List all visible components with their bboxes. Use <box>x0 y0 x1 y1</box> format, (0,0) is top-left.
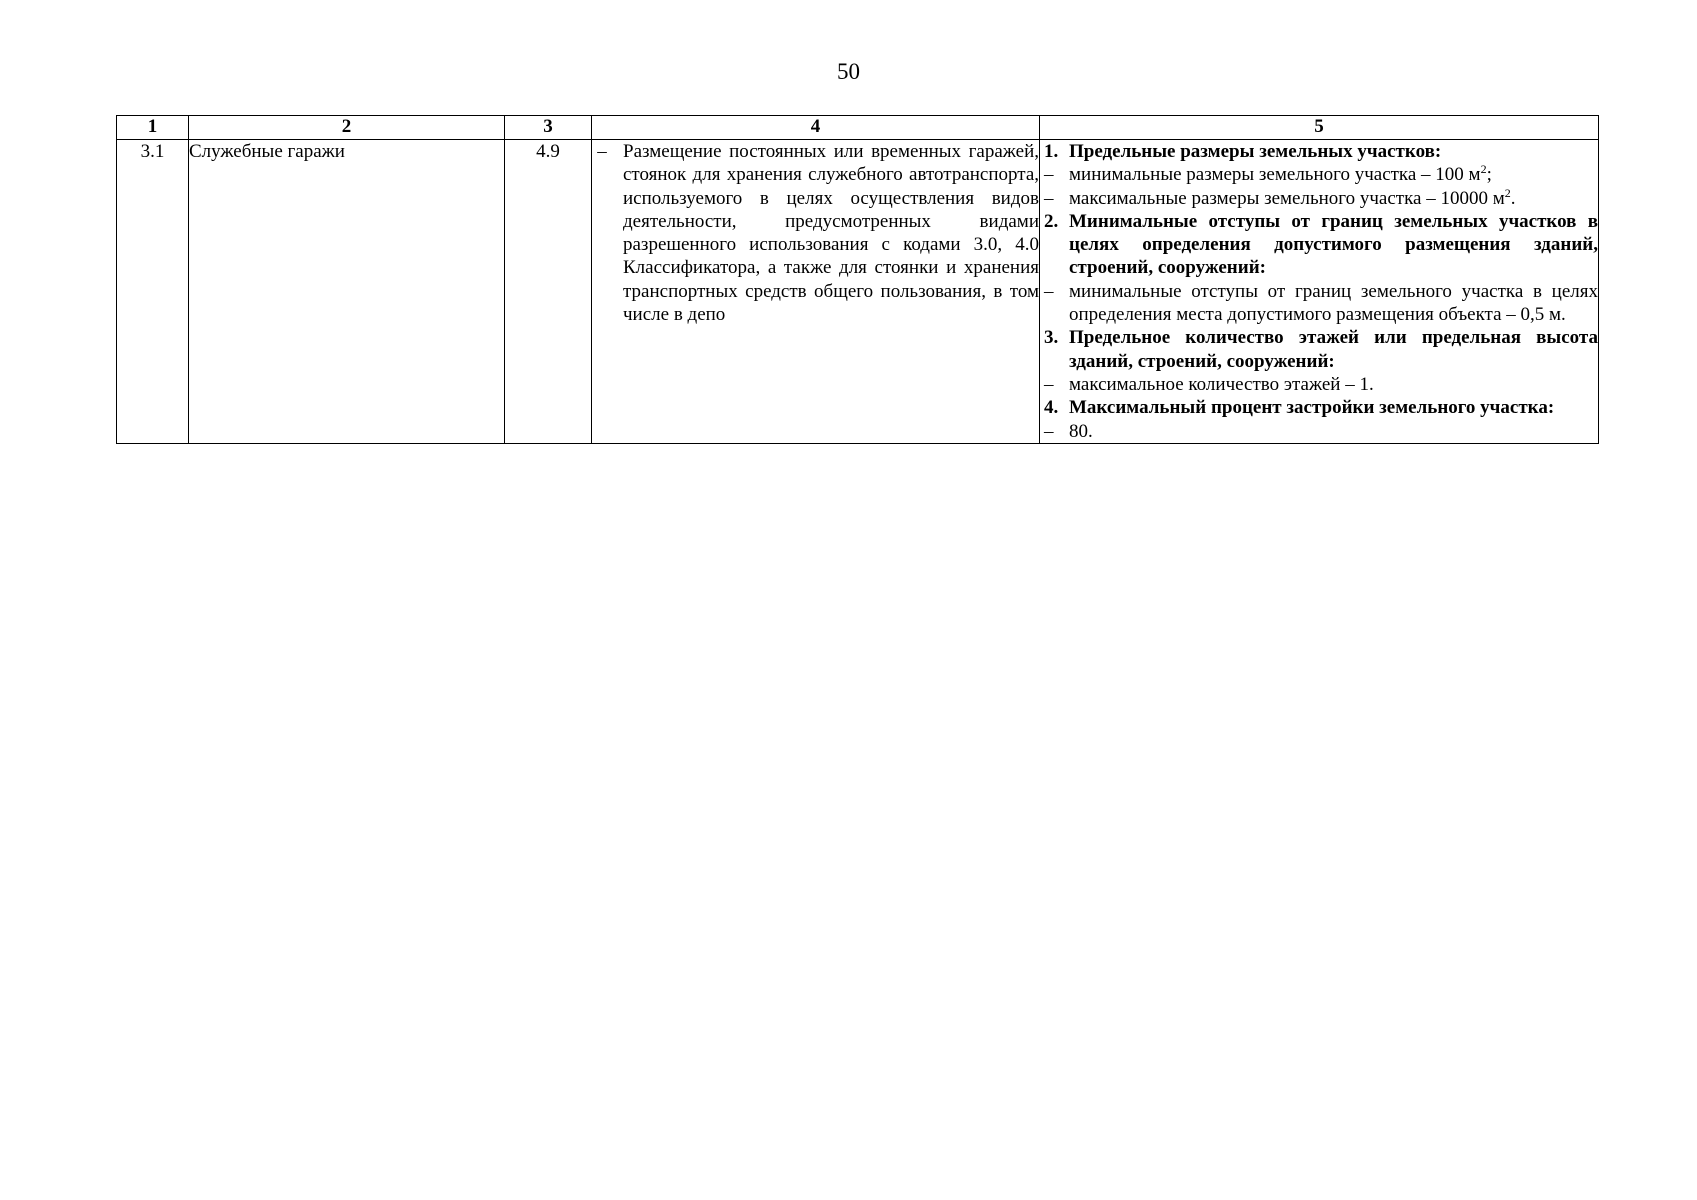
param-value-max-coverage <box>1040 420 1598 443</box>
use-type-description-cell <box>592 140 1040 444</box>
param-value-max-floors <box>1040 373 1598 396</box>
param-number: 4. <box>1044 397 1059 419</box>
dash-marker: – <box>597 141 607 162</box>
param-value-text: максимальные размеры земельного участка – 10000 м <box>1069 187 1505 209</box>
dash-marker: – <box>1044 420 1054 442</box>
page-number: 50 <box>837 59 860 84</box>
param-value-tail: ; <box>1486 164 1492 186</box>
row-number-cell: 3.1 <box>117 140 189 444</box>
table-row <box>117 140 1599 444</box>
param-value-max-plot-size <box>1040 187 1598 210</box>
param-title: Предельное количество этажей или предельная высота зданий, строений, сооружений: <box>1069 327 1598 372</box>
use-type-code-cell: 4.9 <box>505 140 592 444</box>
param-value-text: минимальные размеры земельного участка – 100 м <box>1069 164 1481 186</box>
param-value-tail: . <box>1510 187 1516 209</box>
column-header-5: 5 <box>1040 116 1599 140</box>
dash-marker: – <box>1044 373 1054 395</box>
dash-marker: – <box>1044 280 1054 302</box>
param-value-text: максимальное количество этажей – 1. <box>1069 373 1374 395</box>
column-header-4: 4 <box>592 116 1040 140</box>
param-number: 3. <box>1044 327 1059 349</box>
param-value-text: 80. <box>1069 420 1093 442</box>
superscript: 2 <box>1504 185 1511 200</box>
param-heading-floors <box>1040 326 1598 373</box>
land-use-table <box>116 115 1599 444</box>
param-heading-plot-size <box>1040 140 1598 163</box>
param-title: Предельные размеры земельных участков: <box>1069 141 1442 162</box>
description-text: Размещение постоянных или временных гаражей, стоянок для хранения служебного автотранспорта, используемого в целях осуществления видов деятельности, предусмотренных видами разрешенного использования с кодами 3.0, 4.0 Классификатора, а также для стоянки и хранения транспортных средств общего пользования, в том числе в депо <box>623 141 1039 326</box>
param-heading-coverage <box>1040 396 1598 419</box>
use-type-name-cell: Служебные гаражи <box>189 140 505 444</box>
superscript: 2 <box>1480 162 1487 177</box>
param-value-min-plot-size <box>1040 163 1598 186</box>
param-title: Максимальный процент застройки земельного участка: <box>1069 397 1555 419</box>
param-value-min-setback <box>1040 280 1598 327</box>
param-heading-setbacks <box>1040 210 1598 280</box>
description-item <box>592 140 1039 326</box>
parameters-cell <box>1040 140 1599 444</box>
param-number: 2. <box>1044 210 1059 232</box>
dash-marker: – <box>1044 187 1054 209</box>
param-title: Минимальные отступы от границ земельных участков в целях определения допустимого размещения зданий, строений, сооружений: <box>1069 210 1598 279</box>
column-header-3: 3 <box>505 116 592 140</box>
column-header-1: 1 <box>117 116 189 140</box>
dash-marker: – <box>1044 164 1054 186</box>
param-value-text: минимальные отступы от границ земельного участка в целях определения места допустимого размещения объекта – 0,5 м. <box>1069 280 1598 326</box>
column-header-2: 2 <box>189 116 505 140</box>
param-number: 1. <box>1044 141 1059 162</box>
table-header-row <box>117 116 1599 140</box>
